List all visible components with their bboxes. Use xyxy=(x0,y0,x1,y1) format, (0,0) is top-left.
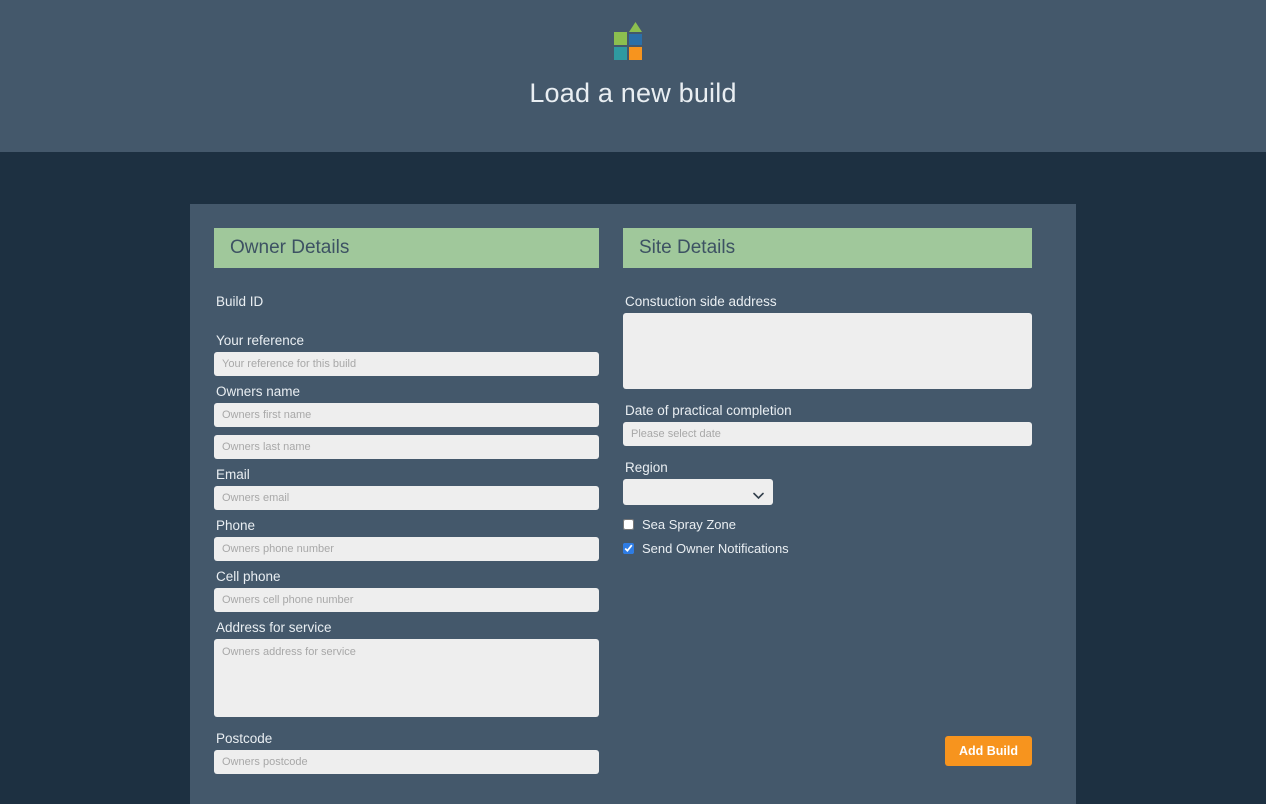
site-details-column xyxy=(623,228,1032,804)
address-for-service-label: Address for service xyxy=(216,620,332,635)
region-label: Region xyxy=(625,460,668,475)
owners-phone-input[interactable] xyxy=(214,537,599,561)
owners-cell-phone-input[interactable] xyxy=(214,588,599,612)
owner-details-heading: Owner Details xyxy=(214,228,599,268)
owners-last-name-input[interactable] xyxy=(214,435,599,459)
owners-name-label: Owners name xyxy=(216,384,301,399)
send-owner-notifications-row[interactable] xyxy=(623,541,1032,556)
house-logo-icon xyxy=(612,18,654,62)
add-build-button[interactable]: Add Build xyxy=(945,736,1032,766)
build-form-card xyxy=(190,204,1076,804)
construction-address-textarea[interactable] xyxy=(623,313,1032,389)
your-reference-label: Your reference xyxy=(216,333,305,348)
your-reference-input[interactable] xyxy=(214,352,599,376)
phone-label: Phone xyxy=(216,518,256,533)
region-select-wrapper[interactable] xyxy=(623,479,773,505)
send-owner-notifications-checkbox[interactable] xyxy=(623,543,634,554)
send-owner-notifications-label: Send Owner Notifications xyxy=(642,541,789,556)
page-title: Load a new build xyxy=(529,78,737,108)
postcode-label: Postcode xyxy=(216,731,273,746)
construction-address-label: Constuction side address xyxy=(625,294,777,309)
address-for-service-textarea[interactable] xyxy=(214,639,599,717)
site-details-heading: Site Details xyxy=(623,228,1032,268)
page-header xyxy=(0,0,1266,152)
email-label: Email xyxy=(216,467,250,482)
sea-spray-zone-checkbox[interactable] xyxy=(623,519,634,530)
owners-first-name-input[interactable] xyxy=(214,403,599,427)
sea-spray-zone-label: Sea Spray Zone xyxy=(642,517,736,532)
owner-details-column xyxy=(214,228,599,804)
completion-date-label: Date of practical completion xyxy=(625,403,792,418)
build-id-label: Build ID xyxy=(216,294,264,309)
completion-date-input[interactable] xyxy=(623,422,1032,446)
owners-email-input[interactable] xyxy=(214,486,599,510)
owners-postcode-input[interactable] xyxy=(214,750,599,774)
cell-phone-label: Cell phone xyxy=(216,569,281,584)
region-select[interactable] xyxy=(623,479,773,505)
page-body xyxy=(0,152,1266,804)
sea-spray-zone-row[interactable] xyxy=(623,517,1032,532)
